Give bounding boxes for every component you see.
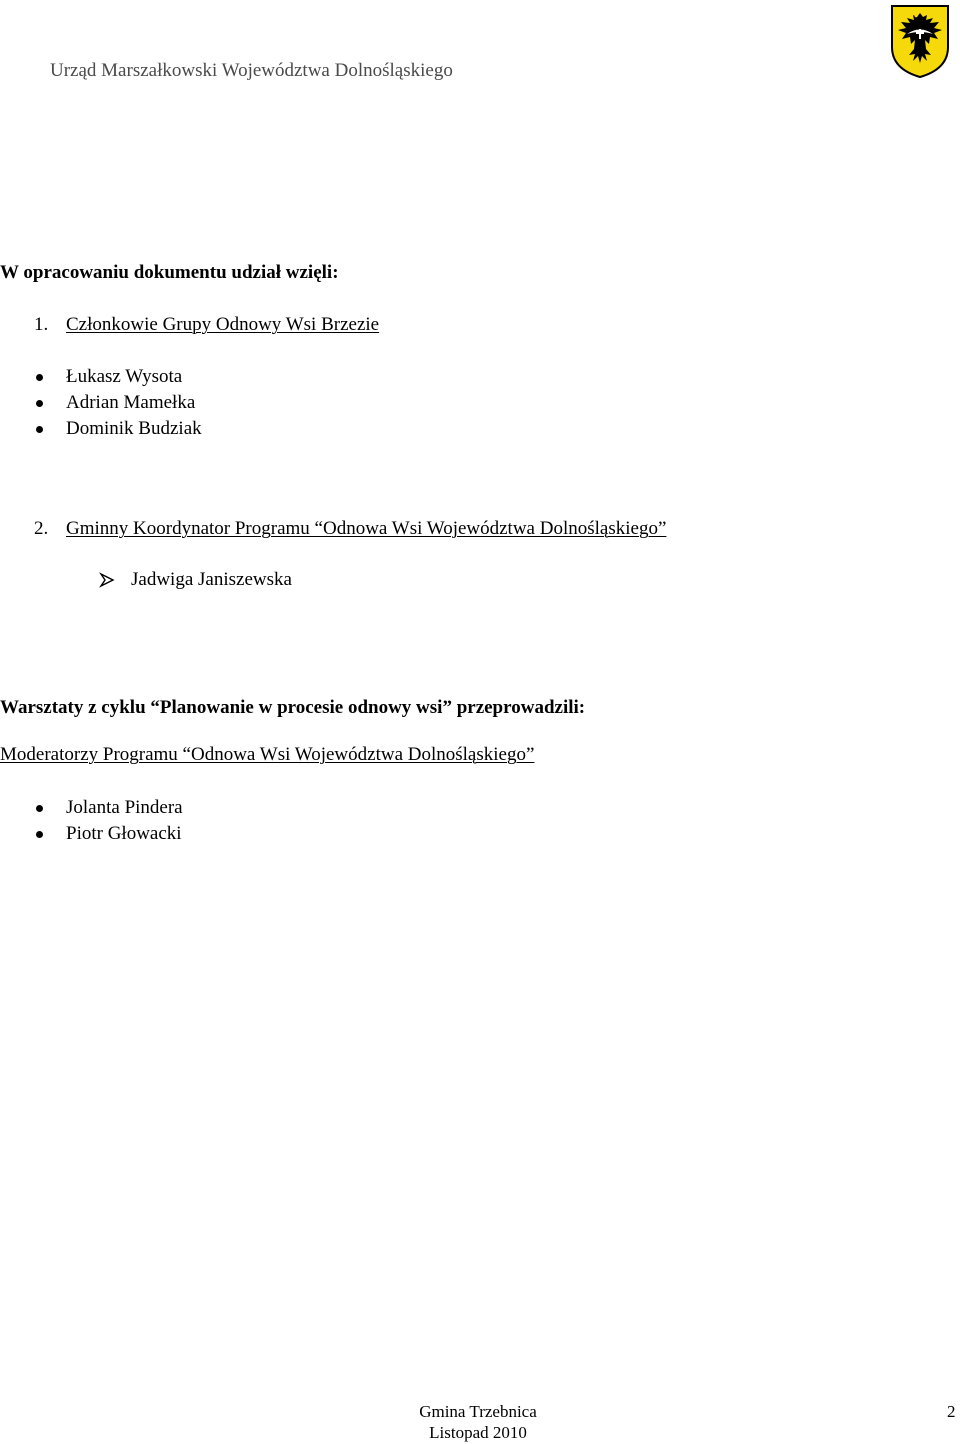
list-item: Piotr Głowacki [66, 823, 182, 844]
section-heading-participants: W opracowaniu dokumentu udział wzięli: [0, 262, 339, 283]
lower-silesia-eagle-crest-icon [889, 3, 951, 79]
list-item: Jadwiga Janiszewska [131, 569, 292, 590]
footer-organization: Gmina Trzebnica [419, 1402, 537, 1421]
header-title: Urząd Marszałkowski Województwa Dolnośląskiego [50, 60, 453, 81]
list-item: Jolanta Pindera [66, 797, 183, 818]
bullet-icon [36, 805, 43, 812]
group-title-brzezie: Członkowie Grupy Odnowy Wsi Brzezie [66, 314, 380, 335]
arrowhead-bullet-icon [99, 572, 115, 588]
list-item: Łukasz Wysota [66, 366, 183, 387]
group-title-coordinator: Gminny Koordynator Programu “Odnowa Wsi Województwa Dolnośląskiego” [66, 518, 667, 539]
list-number-1: 1. [34, 314, 49, 335]
bullet-icon [36, 831, 43, 838]
bullet-icon [36, 400, 43, 407]
section-heading-workshops: Warsztaty z cyklu “Planowanie w procesie odnowy wsi” przeprowadzili: [0, 697, 586, 718]
footer-date: Listopad 2010 [429, 1423, 527, 1442]
list-number-2: 2. [34, 518, 49, 539]
bullet-icon [36, 426, 43, 433]
moderators-title: Moderatorzy Programu “Odnowa Wsi Województwa Dolnośląskiego” [0, 744, 535, 765]
bullet-icon [36, 374, 43, 381]
list-item: Adrian Mamełka [66, 392, 196, 413]
list-item: Dominik Budziak [66, 418, 202, 439]
page-number: 2 [947, 1402, 956, 1421]
